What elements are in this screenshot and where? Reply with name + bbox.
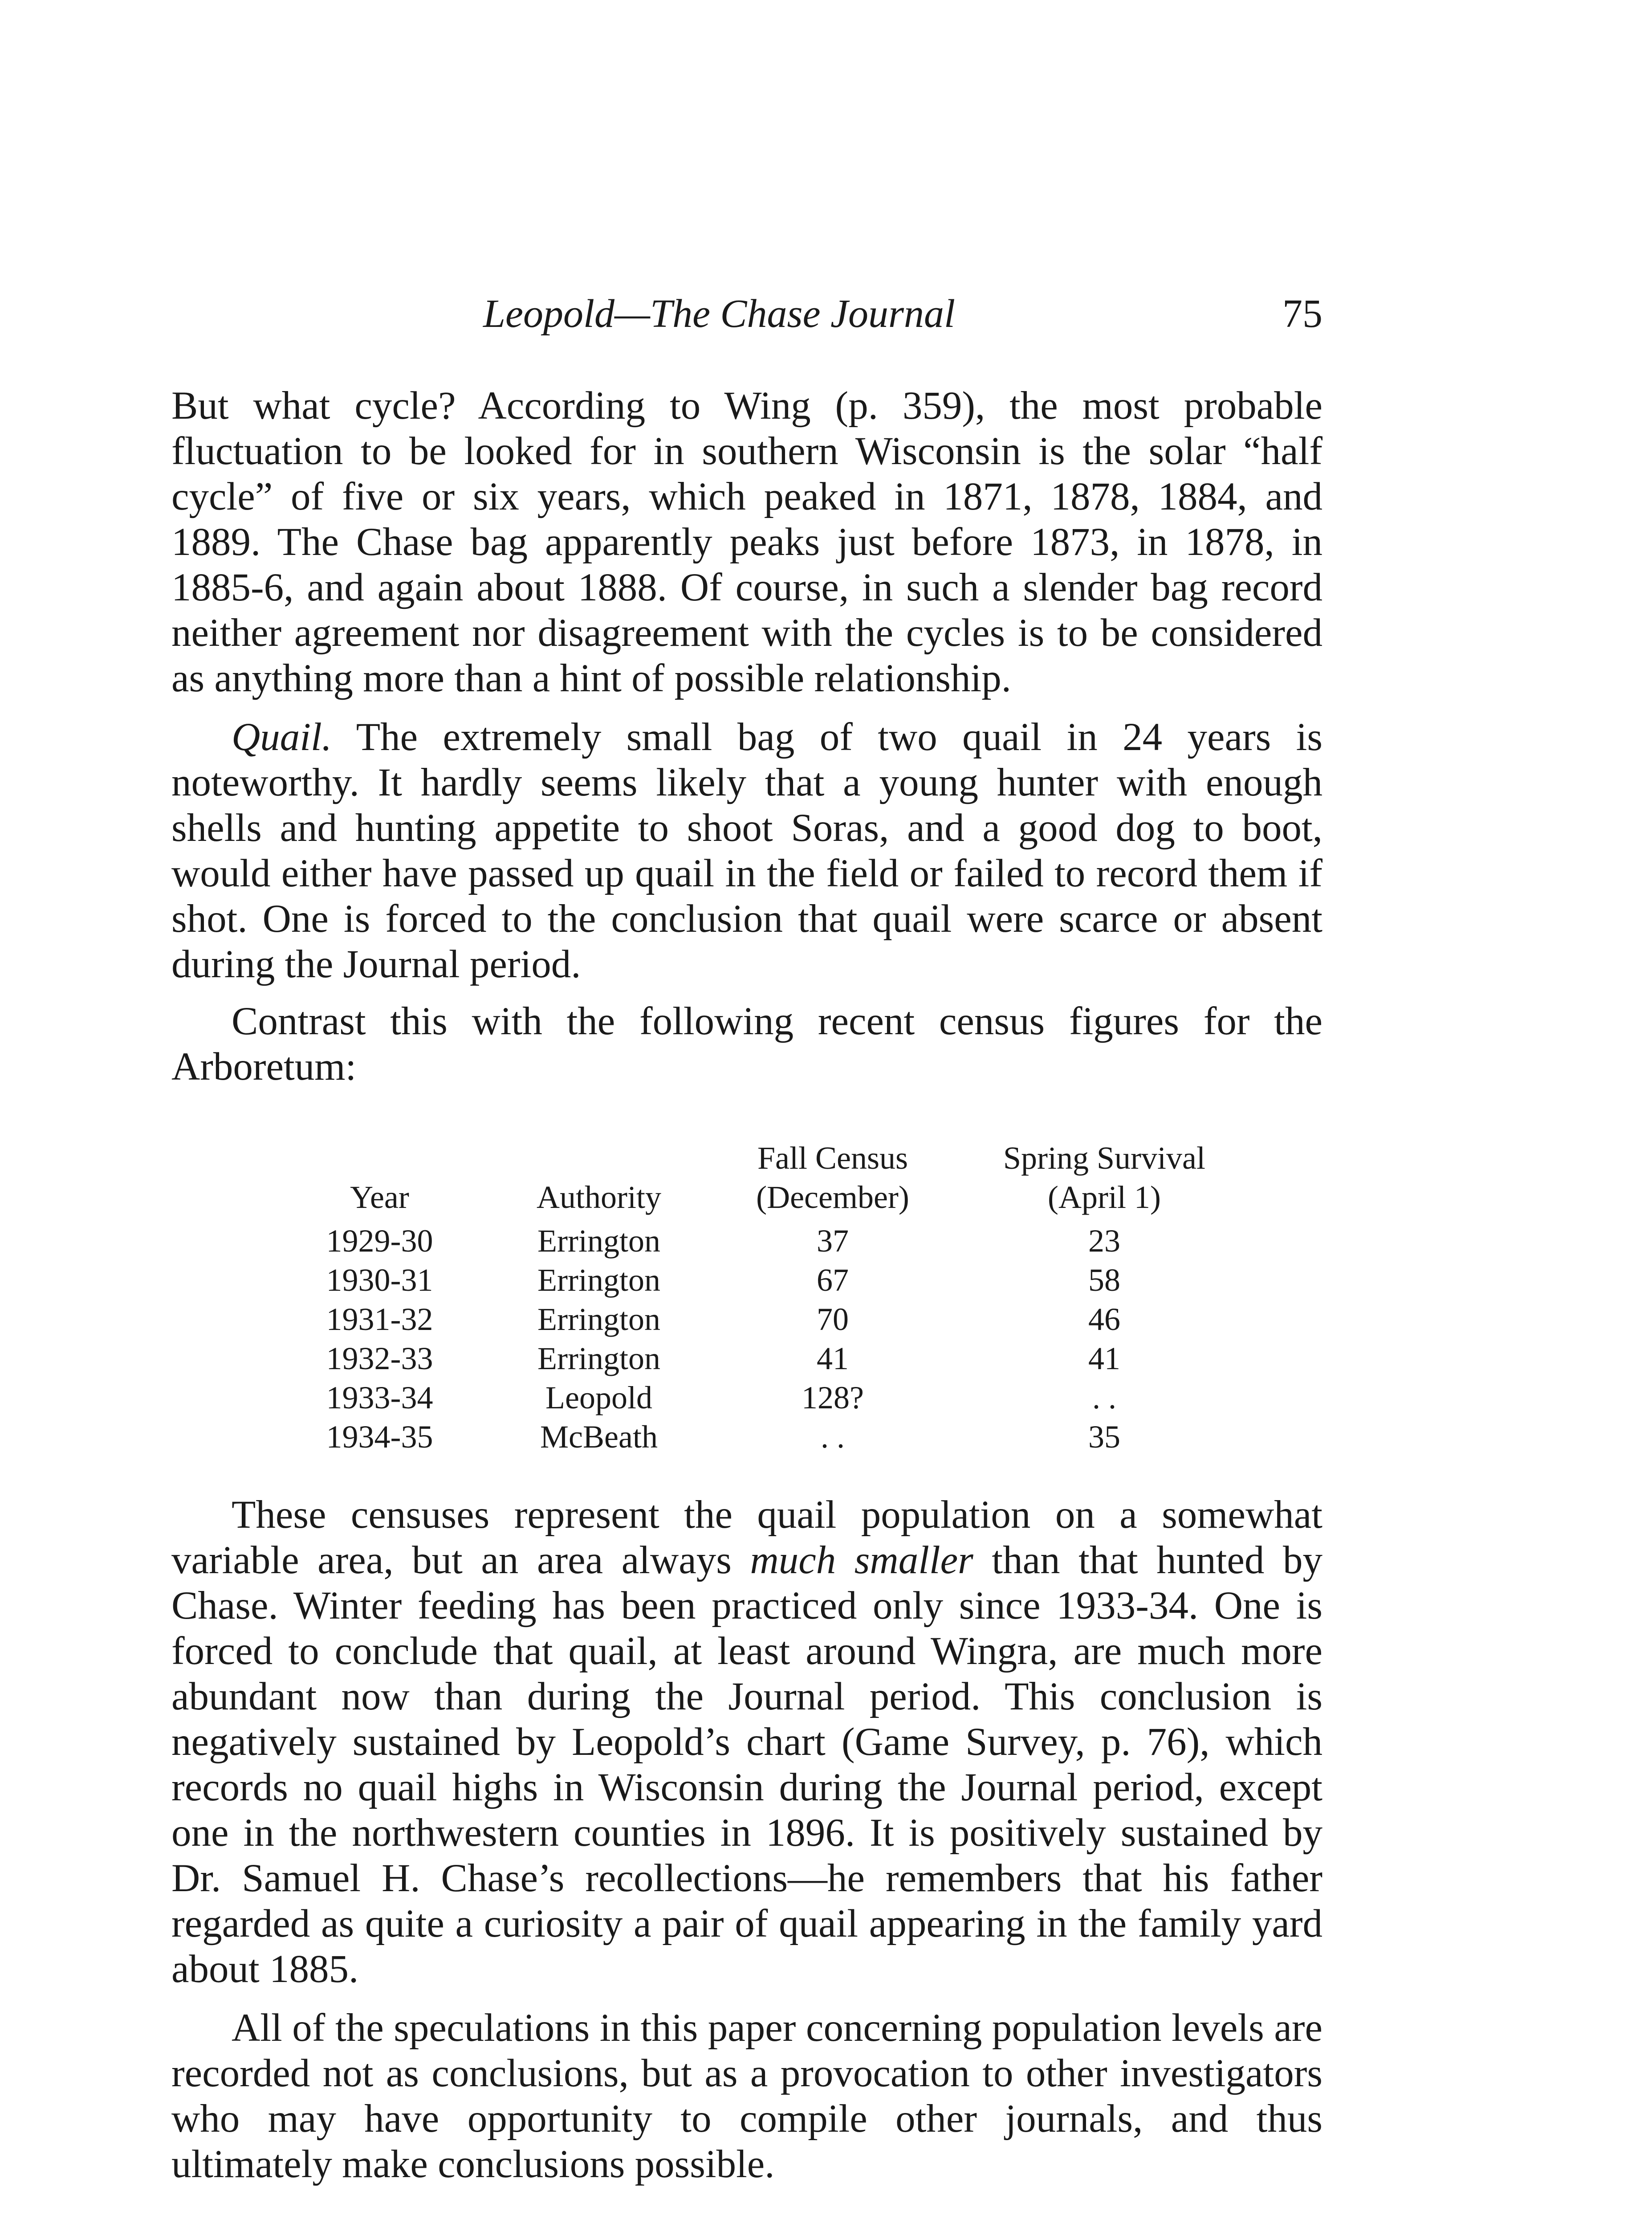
cell-spring: 23 [1088,1223,1120,1259]
paragraph-speculations: All of the speculations in this paper concerning population levels are recorded not as conclusions, but as a provocation to other investigators who may have opportunity to compile other journals, and thus ultimately make conclusions possible. [171,2006,1322,2186]
cell-fall: 67 [817,1262,849,1298]
cell-spring: 58 [1088,1262,1120,1298]
running-title: Leopold—The Chase Journal [483,292,956,336]
table-row [278,1260,1260,1300]
page-number: 75 [1282,292,1322,336]
censuses-text-b: than that hunted by Chase. Winter feeding has been practiced only since 1933-34. One is forced to conclude that quail, at least around Wingra, are much more abundant now than during the Journal period. This conclusion is negatively sustained by Leopold’s chart (Game Survey, p. 76), which records no quail highs in Wisconsin during the Journal period, except one in the northwestern counties in 1896. It is positively sustained by Dr. Samuel H. Chase’s recollections—he remembers that his father regarded as quite a curiosity a pair of quail appearing in the family yard about 1885. [171,1538,1322,1991]
cell-authority: Errington [537,1262,660,1298]
cell-fall: 128? [802,1380,864,1415]
census-table-header [278,1138,1260,1221]
cell-fall: . . [821,1419,845,1455]
body-text [171,383,1322,2187]
paragraph-gap [171,1992,1322,2005]
quail-text: The extremely small bag of two quail in 24 years is noteworthy. It hardly seems likely that a young hunter with enough shells and hunting appetite to shoot Soras, and a good dog to boot, would either have passed up quail in the field or failed to record them if shot. One is forced to the conclusion that quail were scarce or absent during the Journal period. [171,715,1322,986]
cell-authority: Leopold [545,1380,652,1415]
header-authority: Authority [537,1179,661,1215]
quail-heading: Quail. [232,715,332,759]
cell-fall: 41 [817,1341,849,1376]
census-table [278,1138,1260,1456]
cell-fall: 37 [817,1223,849,1259]
censuses-text-a: These censuses represent the quail population on a somewhat variable area, but an area always [171,1493,1322,1582]
header-spring-line1: Spring Survival [1003,1140,1205,1176]
cell-authority: Errington [537,1341,660,1376]
cell-year: 1929-30 [326,1223,433,1259]
cell-spring: 35 [1088,1419,1120,1455]
cell-year: 1931-32 [326,1301,433,1337]
cell-year: 1930-31 [326,1262,433,1298]
cell-spring: 46 [1088,1301,1120,1337]
cell-year: 1934-35 [326,1419,433,1455]
header-year: Year [350,1179,409,1215]
header-fall-line2: (December) [756,1179,909,1215]
header-fall-line1: Fall Census [757,1140,908,1176]
paragraph-cycles: But what cycle? According to Wing (p. 359), the most probable fluctuation to be looked for in southern Wisconsin is the solar “half cycle” of five or six years, which peaked in 1871, 1878, 1884, and 1889. The Chase bag apparently peaks just before 1873, in 1878, in 1885-6, and again about 1888. Of course, in such a slender bag record neither agreement nor disagreement with the cycles is to be considered as anything more than a hint of possible relationship. [171,384,1322,700]
cell-year: 1932-33 [326,1341,433,1376]
paragraph-quail [171,714,1322,987]
running-head [171,281,1322,347]
cell-authority: McBeath [540,1419,658,1455]
censuses-emphasis: much smaller [750,1538,973,1582]
cell-spring: . . [1092,1380,1116,1415]
paragraph-gap [171,1456,1322,1492]
paragraph-gap [171,987,1322,999]
table-row [278,1221,1260,1260]
header-spring-survival [948,1138,1260,1221]
cell-authority: Errington [537,1301,660,1337]
cell-fall: 70 [817,1301,849,1337]
cell-authority: Errington [537,1223,660,1259]
header-spring-line2: (April 1) [1048,1179,1161,1215]
cell-spring: 41 [1088,1341,1120,1376]
table-row [278,1378,1260,1417]
paragraph-contrast: Contrast this with the following recent census figures for the Arboretum: [171,999,1322,1089]
table-row [278,1339,1260,1378]
paragraph-censuses [171,1492,1322,1992]
table-row [278,1417,1260,1456]
cell-year: 1933-34 [326,1380,433,1415]
header-fall-census [717,1138,948,1221]
paragraph-gap [171,701,1322,714]
table-row [278,1300,1260,1339]
